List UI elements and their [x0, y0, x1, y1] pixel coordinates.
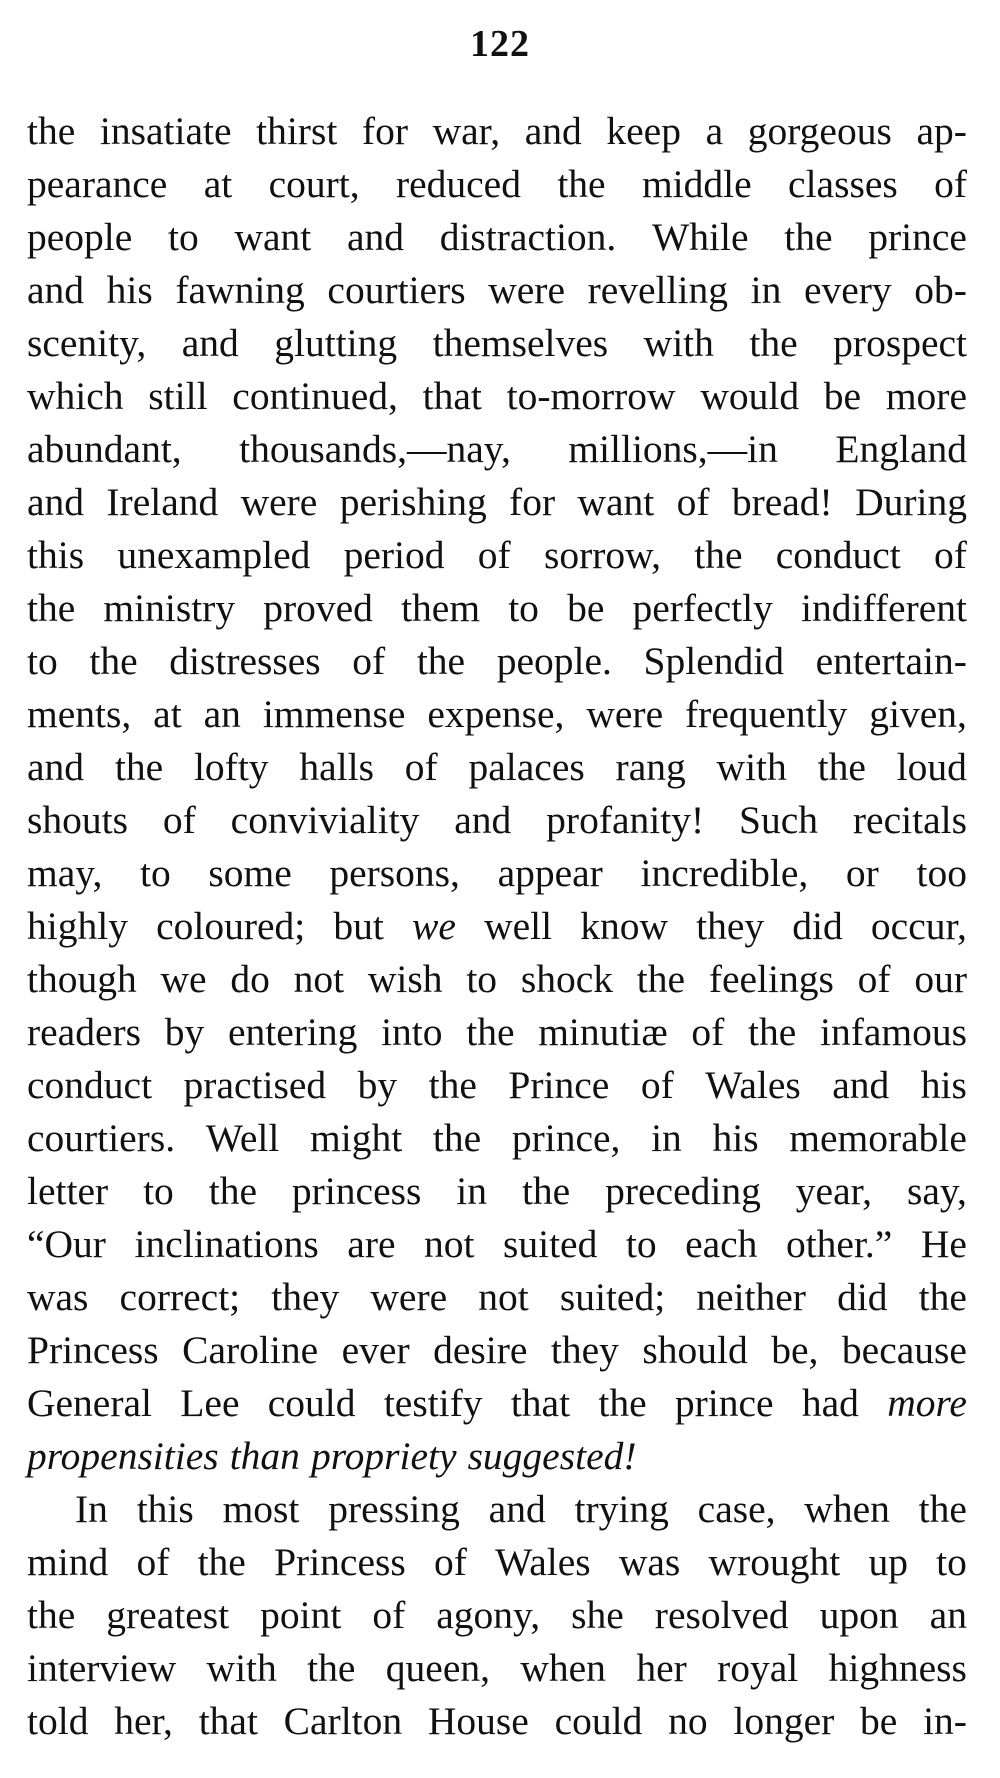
word: and	[454, 798, 512, 842]
word: no	[668, 1699, 708, 1743]
word: resolved	[654, 1593, 789, 1637]
word: correct;	[119, 1275, 241, 1319]
word: Princess	[274, 1540, 406, 1584]
word: to	[143, 1169, 174, 1213]
word: they	[550, 1328, 619, 1372]
text-line	[27, 1218, 967, 1271]
text-line	[27, 635, 967, 688]
word: should	[642, 1328, 748, 1372]
word: but	[333, 904, 384, 948]
word: which	[27, 374, 124, 418]
word: point	[260, 1593, 342, 1637]
word: are	[347, 1222, 396, 1266]
word: of	[162, 798, 196, 842]
word: insatiate	[99, 109, 232, 153]
word: expense,	[427, 692, 565, 736]
word: with	[206, 1646, 277, 1690]
word: preceding	[605, 1169, 761, 1213]
word: coloured;	[156, 904, 306, 948]
word: they	[696, 904, 765, 948]
word: practised	[183, 1063, 327, 1107]
word: bread!	[731, 480, 833, 524]
word: immense	[262, 692, 406, 736]
text-line	[27, 105, 967, 158]
word: the	[557, 162, 606, 206]
word: of	[691, 1010, 725, 1054]
word: readers	[27, 1010, 142, 1054]
word: they	[271, 1275, 340, 1319]
word: of	[433, 1540, 467, 1584]
word: shock	[520, 957, 613, 1001]
word: was	[27, 1275, 89, 1319]
word: ob-	[914, 268, 967, 312]
word: of	[352, 639, 386, 683]
word: Lee	[180, 1381, 240, 1425]
word: suited	[502, 1222, 598, 1266]
word: and	[488, 1487, 546, 1531]
word: highness	[828, 1646, 967, 1690]
word: and	[27, 745, 85, 789]
word: and	[181, 321, 239, 365]
word: when	[804, 1487, 890, 1531]
word: them	[401, 586, 481, 630]
text-line	[27, 370, 967, 423]
word: at	[203, 162, 233, 206]
word: the	[636, 957, 686, 1001]
word: distraction.	[439, 215, 617, 259]
word: be	[860, 1699, 898, 1743]
word: princess	[291, 1169, 422, 1213]
word: prince,	[511, 1116, 621, 1160]
word: persons,	[329, 851, 460, 895]
word: prince	[674, 1381, 774, 1425]
word: letter	[27, 1169, 109, 1213]
word: propensities	[27, 1434, 219, 1478]
word: classes	[788, 162, 898, 206]
word: had	[801, 1381, 859, 1425]
word: Wales	[495, 1540, 591, 1584]
word: were	[370, 1275, 448, 1319]
word: Such	[739, 798, 819, 842]
text-line	[27, 1483, 967, 1536]
word: did	[792, 904, 843, 948]
word: wish	[367, 957, 443, 1001]
word: and	[27, 480, 85, 524]
word: and	[27, 268, 85, 312]
word: did	[837, 1275, 888, 1319]
word: revelling	[587, 268, 728, 312]
word: proved	[263, 586, 373, 630]
text-line	[27, 529, 967, 582]
word: Prince	[508, 1063, 610, 1107]
word: the	[114, 745, 164, 789]
word: entertain-	[815, 639, 967, 683]
word: each	[685, 1222, 758, 1266]
word: ments,	[27, 692, 132, 736]
text-line	[27, 264, 967, 317]
word: to	[466, 957, 498, 1001]
word: memorable	[789, 1116, 967, 1160]
word: the	[748, 1010, 797, 1054]
word: into	[381, 1010, 443, 1054]
word: Carlton	[283, 1699, 403, 1743]
word: the	[307, 1646, 356, 1690]
word: period	[343, 533, 445, 577]
text-line	[27, 1006, 967, 1059]
word: the	[749, 321, 798, 365]
word: not	[293, 957, 345, 1001]
word: and	[524, 109, 582, 153]
word: with	[716, 745, 787, 789]
word: to	[168, 215, 199, 259]
word: ever	[341, 1328, 410, 1372]
word: know	[580, 904, 668, 948]
word: not	[478, 1275, 529, 1319]
word: her	[636, 1646, 687, 1690]
word: courtiers	[327, 268, 466, 312]
word: During	[855, 480, 967, 524]
word: say,	[906, 1169, 967, 1213]
word: of	[136, 1540, 170, 1584]
word: in	[750, 268, 782, 312]
word: General	[27, 1381, 152, 1425]
word: the	[27, 586, 76, 630]
word: recitals	[852, 798, 967, 842]
word: greatest	[106, 1593, 230, 1637]
word: rang	[615, 745, 686, 789]
word: of	[372, 1593, 406, 1637]
text-line	[27, 1430, 967, 1483]
word: fawning	[175, 268, 305, 312]
word: the	[27, 1593, 76, 1637]
word: continued,	[232, 374, 398, 418]
word: conviviality	[230, 798, 420, 842]
word: middle	[641, 162, 752, 206]
word: was	[618, 1540, 681, 1584]
text-line	[27, 1112, 967, 1165]
word: his	[712, 1116, 759, 1160]
word: lofty	[193, 745, 269, 789]
word: of	[934, 162, 967, 206]
word: a	[705, 109, 724, 153]
text-line	[27, 317, 967, 370]
text-line	[27, 1059, 967, 1112]
word: want	[234, 215, 312, 259]
word: the	[432, 1116, 482, 1160]
word: inclinations	[134, 1222, 319, 1266]
word: highly	[27, 904, 128, 948]
word: up	[868, 1540, 908, 1584]
word: the	[197, 1540, 246, 1584]
text-line	[27, 1589, 967, 1642]
word: While	[652, 215, 749, 259]
text-line	[27, 741, 967, 794]
word: in	[651, 1116, 682, 1160]
word: Splendid	[643, 639, 784, 683]
word: ap-	[916, 109, 967, 153]
word: conduct	[775, 533, 901, 577]
word: conduct	[27, 1063, 153, 1107]
text-line	[27, 900, 967, 953]
word: do	[230, 957, 270, 1001]
word: of	[640, 1063, 674, 1107]
word: Caroline	[182, 1328, 319, 1372]
word: people.	[496, 639, 612, 683]
word: would	[700, 374, 800, 418]
word: the	[27, 109, 76, 153]
word: more	[887, 1381, 967, 1425]
word: could	[267, 1381, 356, 1425]
word: case,	[697, 1487, 776, 1531]
word: want	[577, 480, 655, 524]
word: shouts	[27, 798, 128, 842]
page-number: 122	[470, 23, 530, 65]
word: people	[27, 215, 133, 259]
word: the	[208, 1169, 257, 1213]
word: of	[676, 480, 710, 524]
word: scenity,	[27, 321, 147, 365]
word: our	[914, 957, 967, 1001]
text-line	[27, 158, 967, 211]
word: be,	[771, 1328, 819, 1372]
word: and	[832, 1063, 890, 1107]
word: to	[508, 586, 539, 630]
paragraph-2	[27, 1483, 967, 1748]
word: distresses	[169, 639, 321, 683]
word: we	[160, 957, 207, 1001]
word: too	[916, 851, 967, 895]
word: because	[841, 1328, 967, 1372]
text-line	[27, 1271, 967, 1324]
word: the	[918, 1487, 967, 1531]
word: the	[521, 1169, 571, 1213]
word: palaces	[468, 745, 585, 789]
word: to	[625, 1222, 657, 1266]
word: pressing	[328, 1487, 460, 1531]
word: not	[424, 1222, 475, 1266]
word: England	[835, 427, 967, 471]
word: told	[27, 1699, 89, 1743]
word: Ireland	[106, 480, 219, 524]
word: she	[571, 1593, 624, 1637]
word: though	[27, 957, 137, 1001]
word: an	[203, 692, 241, 736]
word: testify	[383, 1381, 483, 1425]
word: themselves	[432, 321, 609, 365]
text-line	[27, 1165, 967, 1218]
word: prince	[868, 215, 967, 259]
paragraph-1	[27, 105, 967, 1483]
word: the	[466, 1010, 515, 1054]
word: trying	[574, 1487, 669, 1531]
word: millions,—in	[568, 427, 778, 471]
text-body	[27, 105, 967, 1748]
word: appear	[497, 851, 603, 895]
word: were	[240, 480, 318, 524]
word: neither	[696, 1275, 806, 1319]
word: of	[857, 957, 891, 1001]
word: with	[643, 321, 714, 365]
word: this	[27, 533, 85, 577]
word: more	[885, 374, 967, 418]
word: the	[416, 639, 466, 683]
word: his	[920, 1063, 967, 1107]
word: still	[148, 374, 208, 418]
word: gorgeous	[747, 109, 892, 153]
word: agony,	[436, 1593, 541, 1637]
word: could	[554, 1699, 643, 1743]
word: most	[222, 1487, 300, 1531]
word: the	[817, 745, 866, 789]
word: feelings	[708, 957, 834, 1001]
word: longer	[733, 1699, 835, 1743]
text-line	[27, 794, 967, 847]
word: that	[510, 1381, 571, 1425]
text-line	[27, 1377, 967, 1430]
word: perishing	[339, 480, 487, 524]
word: Wales	[705, 1063, 801, 1107]
word: an	[929, 1593, 967, 1637]
word: incredible,	[640, 851, 809, 895]
text-line	[27, 1324, 967, 1377]
word: courtiers.	[27, 1116, 176, 1160]
word: thousands,—nay,	[239, 427, 511, 471]
word: some	[208, 851, 292, 895]
word: to-morrow	[506, 374, 676, 418]
word: her,	[114, 1699, 173, 1743]
word: queen,	[385, 1646, 490, 1690]
word: He	[920, 1222, 967, 1266]
word: war,	[432, 109, 501, 153]
word: prospect	[833, 321, 967, 365]
word: to	[139, 851, 171, 895]
word: may,	[27, 851, 103, 895]
word: suited;	[559, 1275, 666, 1319]
word: pearance	[27, 162, 168, 206]
word: were	[586, 692, 664, 736]
word: we	[412, 904, 456, 948]
word: Princess	[27, 1328, 159, 1372]
word: of	[477, 533, 511, 577]
word: loud	[896, 745, 967, 789]
word: the	[598, 1381, 647, 1425]
word: the	[918, 1275, 967, 1319]
word: desire	[433, 1328, 528, 1372]
word: and	[346, 215, 404, 259]
word: to	[936, 1540, 967, 1584]
word: interview	[27, 1646, 177, 1690]
word: House	[427, 1699, 529, 1743]
word: Well	[205, 1116, 280, 1160]
word: sorrow,	[543, 533, 661, 577]
word: “Our	[27, 1222, 106, 1266]
word: for	[509, 480, 556, 524]
word: or	[845, 851, 879, 895]
word: suggested!	[467, 1434, 637, 1478]
word: every	[803, 268, 892, 312]
word: glutting	[274, 321, 398, 365]
word: that	[422, 374, 482, 418]
word: of	[404, 745, 438, 789]
word: given,	[869, 692, 967, 736]
word: at	[153, 692, 182, 736]
word: court,	[268, 162, 360, 206]
word: this	[136, 1487, 194, 1531]
word: than	[229, 1434, 300, 1478]
text-line	[27, 847, 967, 900]
text-line	[27, 688, 967, 741]
word: in-	[923, 1699, 967, 1743]
word: for	[361, 109, 408, 153]
word: minutiæ	[538, 1010, 668, 1054]
text-line	[27, 1642, 967, 1695]
word: upon	[819, 1593, 899, 1637]
word: other.”	[785, 1222, 893, 1266]
word: to	[27, 639, 58, 683]
word: his	[106, 268, 153, 312]
word: entering	[227, 1010, 358, 1054]
word: keep	[606, 109, 681, 153]
word: by	[357, 1063, 398, 1107]
word: propriety	[310, 1434, 457, 1478]
word: infamous	[819, 1010, 967, 1054]
word: royal	[717, 1646, 799, 1690]
text-line	[27, 1695, 967, 1748]
word: of	[934, 533, 967, 577]
word: ministry	[103, 586, 236, 630]
word: occur,	[870, 904, 967, 948]
word: in	[456, 1169, 488, 1213]
word: reduced	[395, 162, 521, 206]
word: halls	[299, 745, 374, 789]
word: the	[694, 533, 743, 577]
word: profanity!	[546, 798, 705, 842]
word: well	[484, 904, 553, 948]
word: mind	[27, 1540, 109, 1584]
word: when	[520, 1646, 606, 1690]
word: the	[428, 1063, 477, 1107]
word: were	[488, 268, 565, 312]
word: year,	[795, 1169, 873, 1213]
text-line	[27, 1536, 967, 1589]
text-line	[27, 476, 967, 529]
word: frequently	[685, 692, 848, 736]
word: abundant,	[27, 427, 182, 471]
word: the	[89, 639, 138, 683]
word: be	[823, 374, 862, 418]
word: that	[198, 1699, 258, 1743]
word: be	[567, 586, 605, 630]
word: perfectly	[632, 586, 773, 630]
word: thirst	[256, 109, 338, 153]
word: wrought	[708, 1540, 841, 1584]
word: the	[784, 215, 833, 259]
word: unexampled	[117, 533, 311, 577]
word: indifferent	[801, 586, 967, 630]
word: by	[164, 1010, 205, 1054]
word: might	[310, 1116, 403, 1160]
text-line	[27, 582, 967, 635]
text-line	[27, 211, 967, 264]
word: In	[75, 1487, 108, 1531]
text-line	[27, 423, 967, 476]
text-line	[27, 953, 967, 1006]
